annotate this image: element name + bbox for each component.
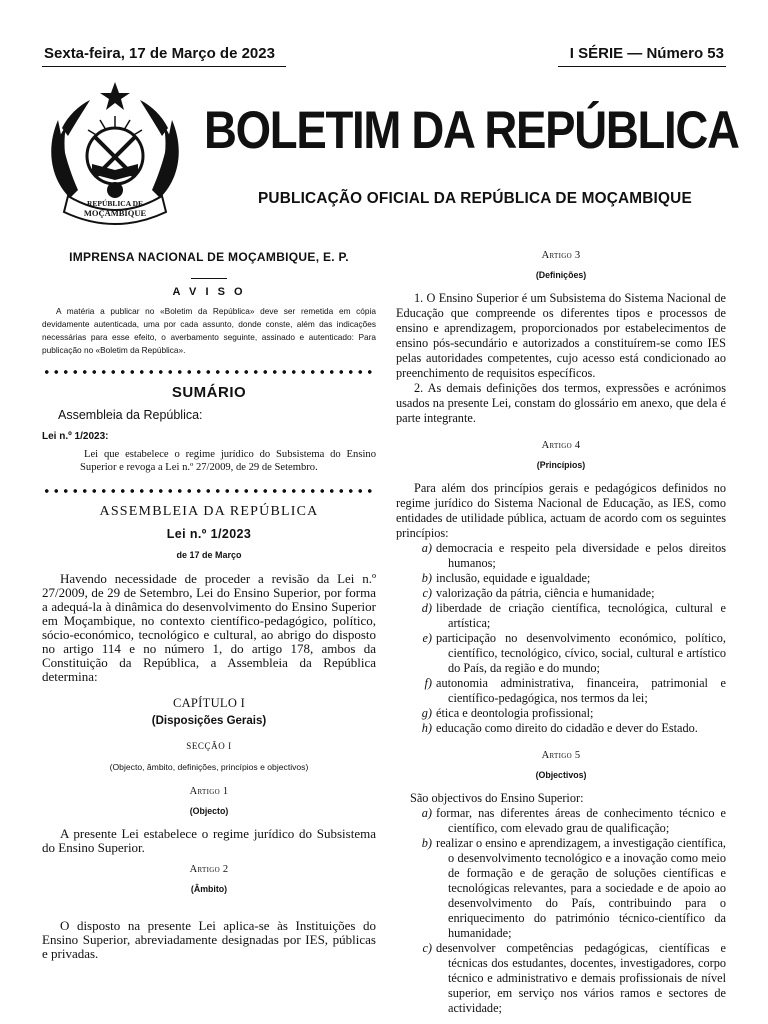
list-item-text: realizar o ensino e aprendizagem, a investigação científica, o desenvolvimento tecnológico e a inovação como meio de formação e de geração de soluções científicas e tecnológicas relevantes, para a sociedade e de apoio ao desenvolvimento do País, contribuindo para o enriquecimento do património técnico-científico da humanidade;	[436, 836, 726, 940]
artigo-1-heading: Artigo 1	[189, 786, 229, 797]
aviso-heading: A V I S O	[172, 286, 246, 298]
list-item-text: valorização da pátria, ciência e humanidade;	[436, 586, 655, 600]
list-item-text: ética e deontologia profissional;	[436, 706, 594, 720]
list-item-label: f)	[424, 676, 432, 690]
dotted-divider	[42, 488, 376, 494]
artigo-1-subheading: (Objecto)	[189, 806, 229, 816]
emblem-text-top: REPÚBLICA DE	[86, 199, 144, 208]
list-item-text: formar, nas diferentes áreas de conhecimento técnico e científico, com elevado grau de qualificação;	[436, 806, 726, 835]
list-item-label: a)	[421, 806, 432, 820]
emblem-text-bottom: MOÇAMBIQUE	[83, 208, 147, 218]
publication-subtitle: PUBLICAÇÃO OFICIAL DA REPÚBLICA DE MOÇAMBIQUE	[258, 190, 692, 207]
list-item	[396, 806, 726, 836]
issue-number: I SÉRIE — Número 53	[569, 45, 724, 62]
list-item	[396, 676, 726, 706]
header-rule-right	[558, 66, 726, 67]
list-item-text: participação no desenvolvimento económico, político, científico, tecnológico, cívico, social, cultural e artístico do País, da região e do mundo;	[436, 631, 726, 675]
artigo-4-subheading: (Princípios)	[536, 460, 586, 470]
lei-date: de 17 de Março	[176, 550, 242, 560]
coat-of-arms-emblem-icon	[40, 78, 190, 228]
list-item-label: c)	[422, 586, 432, 600]
artigo-5-list	[396, 806, 726, 1016]
header-rule-left	[42, 66, 286, 67]
artigo-4-list	[396, 541, 726, 736]
artigo-5-heading: Artigo 5	[541, 750, 581, 761]
sumario-lei: Lei n.º 1/2023:	[42, 431, 109, 442]
assembleia-heading: ASSEMBLEIA DA REPÚBLICA	[99, 504, 319, 519]
artigo-5-subheading: (Objectivos)	[535, 770, 587, 780]
list-item-label: c)	[422, 941, 432, 955]
artigo-3-paragraph-1: 1. O Ensino Superior é um Subsistema do Sistema Nacional de Educação que compreende os diferentes tipos e processos de ensino e aprendizagem, proporcionados por estabelecimentos de ensino pós-secundário e autorizados a constituírem-se como IES pelas autoridades competentes, cujo acesso está condicionado ao preenchimento de requisitos específicos.	[396, 291, 726, 380]
artigo-3-paragraph-2: 2. As demais definições dos termos, expressões e acrónimos usados na presente Lei, constam do glossário em anexo, que dela é parte integrante.	[396, 381, 726, 425]
dotted-divider	[42, 369, 376, 375]
sumario-lei-description: Lei que estabelece o regime jurídico do Subsistema do Ensino Superior e revoga a Lei n.º 27/2009, de 29 de Setembro.	[80, 449, 376, 473]
list-item-label: a)	[421, 541, 432, 555]
list-item	[396, 601, 726, 631]
list-item-text: autonomia administrativa, financeira, patrimonial e científico-pedagógica, nos termos da lei;	[436, 676, 726, 705]
list-item-label: d)	[421, 601, 432, 615]
artigo-2-heading: Artigo 2	[189, 864, 229, 875]
list-item-label: b)	[421, 571, 432, 585]
list-item-text: liberdade de criação científica, tecnológica, cultural e artística;	[436, 601, 726, 630]
artigo-5-intro: São objectivos do Ensino Superior:	[410, 791, 584, 805]
list-item	[396, 706, 726, 721]
list-item	[396, 836, 726, 941]
publication-title: BOLETIM DA REPÚBLICA	[204, 101, 739, 160]
imprensa-heading: IMPRENSA NACIONAL DE MOÇAMBIQUE, E. P.	[69, 250, 349, 264]
capitulo-subheading: (Disposições Gerais)	[151, 715, 267, 727]
artigo-4-heading: Artigo 4	[541, 440, 581, 451]
sumario-assembleia: Assembleia da República:	[58, 408, 203, 422]
preambulo-paragraph: Havendo necessidade de proceder a revisão da Lei n.º 27/2009, de 29 de Setembro, Lei do Ensino Superior, por forma a adequá-la à dinâmica do desenvolvimento do Ensino Superior em Moçambique, no contexto científico-pedagógico, político, sócio-económico, tecnológico e cultural, ao abrigo do disposto no artigo 114 e no número 1, do artigo 178, ambos da Constituição da República, a Assembleia da República determina:	[42, 571, 376, 684]
list-item	[396, 721, 726, 736]
list-item-label: e)	[422, 631, 432, 645]
issue-date: Sexta-feira, 17 de Março de 2023	[44, 45, 275, 62]
list-item	[396, 586, 726, 601]
aviso-text: A matéria a publicar no «Boletim da República» deve ser remetida em cópia devidamente autenticada, uma por cada assunto, donde conste, além das indicações necessárias para esse efeito, o averbamento seguinte, assinado e autenticado: Para publicação no «Boletim da República».	[42, 306, 376, 355]
list-item-text: democracia e respeito pela diversidade e pelos direitos humanos;	[436, 541, 726, 570]
seccao-heading: SECÇÃO I	[186, 741, 232, 751]
list-item	[396, 631, 726, 676]
lei-heading: Lei n.º 1/2023	[166, 527, 252, 541]
list-item-label: h)	[421, 721, 432, 735]
capitulo-heading: CAPÍTULO I	[172, 696, 246, 710]
list-item-text: educação como direito do cidadão e dever do Estado.	[436, 721, 698, 735]
list-item	[396, 941, 726, 1016]
artigo-2-text: O disposto na presente Lei aplica-se às Instituições do Ensino Superior, abreviadamente designadas por IES, públicas e privadas.	[42, 918, 376, 961]
list-item-text: desenvolver competências pedagógicas, científicas e técnicas dos estudantes, docentes, investigadores, corpo técnico e administrativo e demais profissionais de nível superior, em serviço nos vários ramos e sectores de actividade;	[436, 941, 726, 1015]
list-item-text: inclusão, equidade e igualdade;	[436, 571, 591, 585]
sumario-heading: SUMÁRIO	[171, 384, 247, 401]
artigo-3-heading: Artigo 3	[541, 250, 581, 261]
list-item	[396, 571, 726, 586]
seccao-subheading: (Objecto, âmbito, definições, princípios e objectivos)	[109, 762, 309, 772]
artigo-4-intro: Para além dos princípios gerais e pedagógicos definidos no regime jurídico do Sistema Nacional de Educação, as IES, como entidades de utilidade pública, actuam de acordo com os seguintes princípios:	[396, 481, 726, 540]
artigo-3-subheading: (Definições)	[535, 270, 587, 280]
list-item-label: b)	[421, 836, 432, 850]
right-column	[396, 248, 726, 1016]
short-rule	[191, 278, 227, 279]
artigo-1-text: A presente Lei estabelece o regime jurídico do Subsistema do Ensino Superior.	[42, 826, 376, 855]
artigo-2-subheading: (Âmbito)	[190, 884, 228, 894]
list-item-label: g)	[421, 706, 432, 720]
left-column	[42, 248, 376, 961]
list-item	[396, 541, 726, 571]
